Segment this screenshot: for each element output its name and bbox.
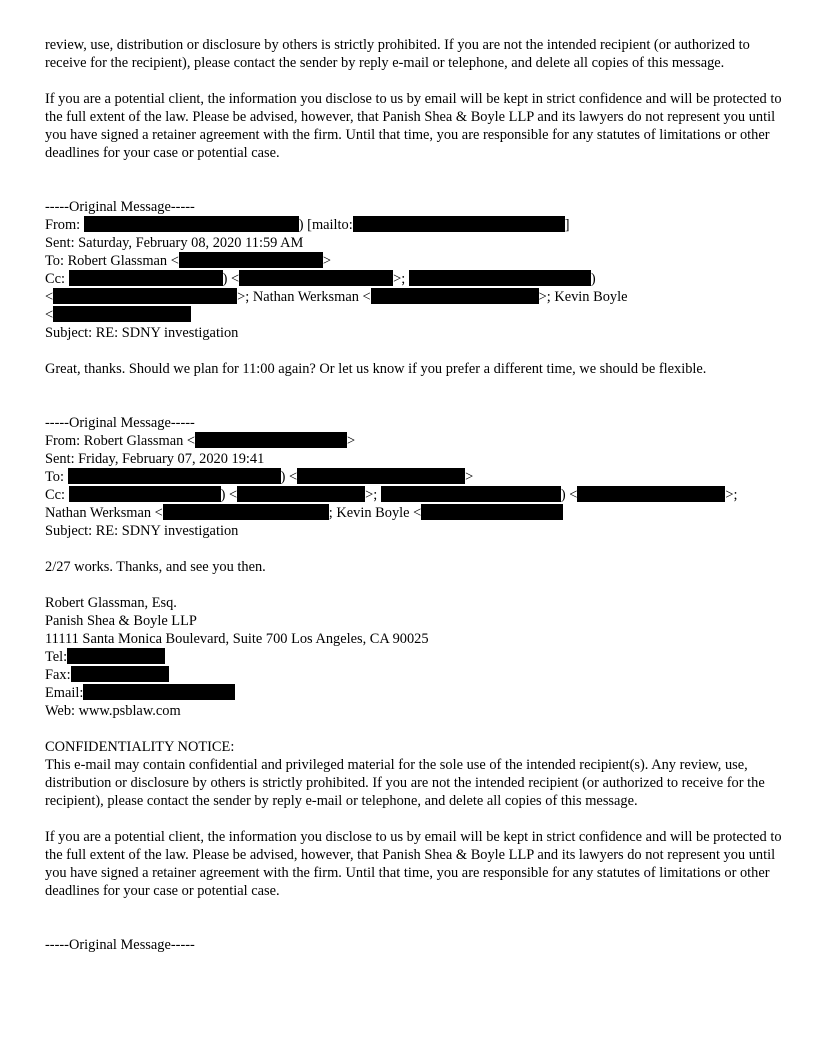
redaction [69,486,221,502]
from-line: From: Robert Glassman < > [45,433,356,449]
signature-name: Robert Glassman, Esq. [45,595,177,611]
disclaimer-tail: review, use, distribution or disclosure by others is strictly prohibited. If you are not the intended recipient (or authorized to receive for the recipient), please contact the sender by reply e-mail or telephone, and delete all copies of this message. [45,37,750,71]
message-divider: -----Original Message----- [45,415,195,431]
signature-web: Web: www.psblaw.com [45,703,181,719]
sent-line: Sent: Saturday, February 08, 2020 11:59 AM [45,235,304,251]
to-line: To: Robert Glassman < > [45,253,331,269]
redaction [577,486,725,502]
redaction [71,666,169,682]
redaction [53,288,237,304]
signature-block [45,594,785,720]
original-message-3 [45,936,785,954]
signature-tel: Tel: [45,648,785,666]
confidentiality-heading: CONFIDENTIALITY NOTICE: [45,739,235,755]
confidentiality-text: This e-mail may contain confidential and privileged material for the sole use of the intended recipient(s). Any review, use, distribution or disclosure by others is strictly prohibited. If you are not the intended recipient (or authorized to receive for the recipient), please contact the sender by reply e-mail or telephone, and delete all copies of this message. [45,757,765,809]
cc-line-2: < >; Nathan Werksman < >; Kevin Boyle [45,289,628,305]
redaction [195,432,347,448]
message-divider: -----Original Message----- [45,937,195,953]
signature-fax: Fax: [45,666,785,684]
redaction [69,270,223,286]
redaction [83,684,235,700]
redaction [68,468,281,484]
redaction [163,504,329,520]
email-document [45,36,785,954]
redaction [381,486,561,502]
cc-line: Cc: ) < >; ) [45,271,596,287]
original-message-2 [45,414,785,900]
redaction [67,648,165,664]
message-body: 2/27 works. Thanks, and see you then. [45,559,266,575]
redaction [409,270,591,286]
subject-line: Subject: RE: SDNY investigation [45,523,239,539]
redaction [84,216,299,232]
message-body: Great, thanks. Should we plan for 11:00 again? Or let us know if you prefer a different time, we should be flexible. [45,361,707,377]
signature-email: Email: [45,684,785,702]
signature-firm: Panish Shea & Boyle LLP [45,613,197,629]
to-line: To: ) < > [45,469,474,485]
redaction [239,270,393,286]
redaction [421,504,563,520]
cc-line-3: < [45,306,785,324]
cc-line: Cc: ) < >; ) < >; [45,487,738,503]
signature-address: 11111 Santa Monica Boulevard, Suite 700 Los Angeles, CA 90025 [45,631,429,647]
sent-line: Sent: Friday, February 07, 2020 19:41 [45,451,265,467]
client-notice: If you are a potential client, the information you disclose to us by email will be kept in strict confidence and will be protected to the full extent of the law. Please be advised, however, that Panish Shea & Boyle LLP and its lawyers do not represent you until you have signed a retainer agreement with the firm. Until that time, you are responsible for any statutes of limitations or other deadlines for your case or potential case. [45,91,782,161]
redaction [371,288,539,304]
from-line: From: ) [mailto: ] [45,217,570,233]
redaction [353,216,565,232]
client-notice-2: If you are a potential client, the information you disclose to us by email will be kept in strict confidence and will be protected to the full extent of the law. Please be advised, however, that Panish Shea & Boyle LLP and its lawyers do not represent you until you have signed a retainer agreement with the firm. Until that time, you are responsible for any statutes of limitations or other deadlines for your case or potential case. [45,829,782,899]
redaction [53,306,191,322]
redaction [237,486,365,502]
subject-line: Subject: RE: SDNY investigation [45,325,239,341]
redaction [297,468,465,484]
redaction [179,252,323,268]
original-message-1 [45,198,785,378]
message-divider: -----Original Message----- [45,199,195,215]
cc-line-2: Nathan Werksman < ; Kevin Boyle < [45,504,785,522]
